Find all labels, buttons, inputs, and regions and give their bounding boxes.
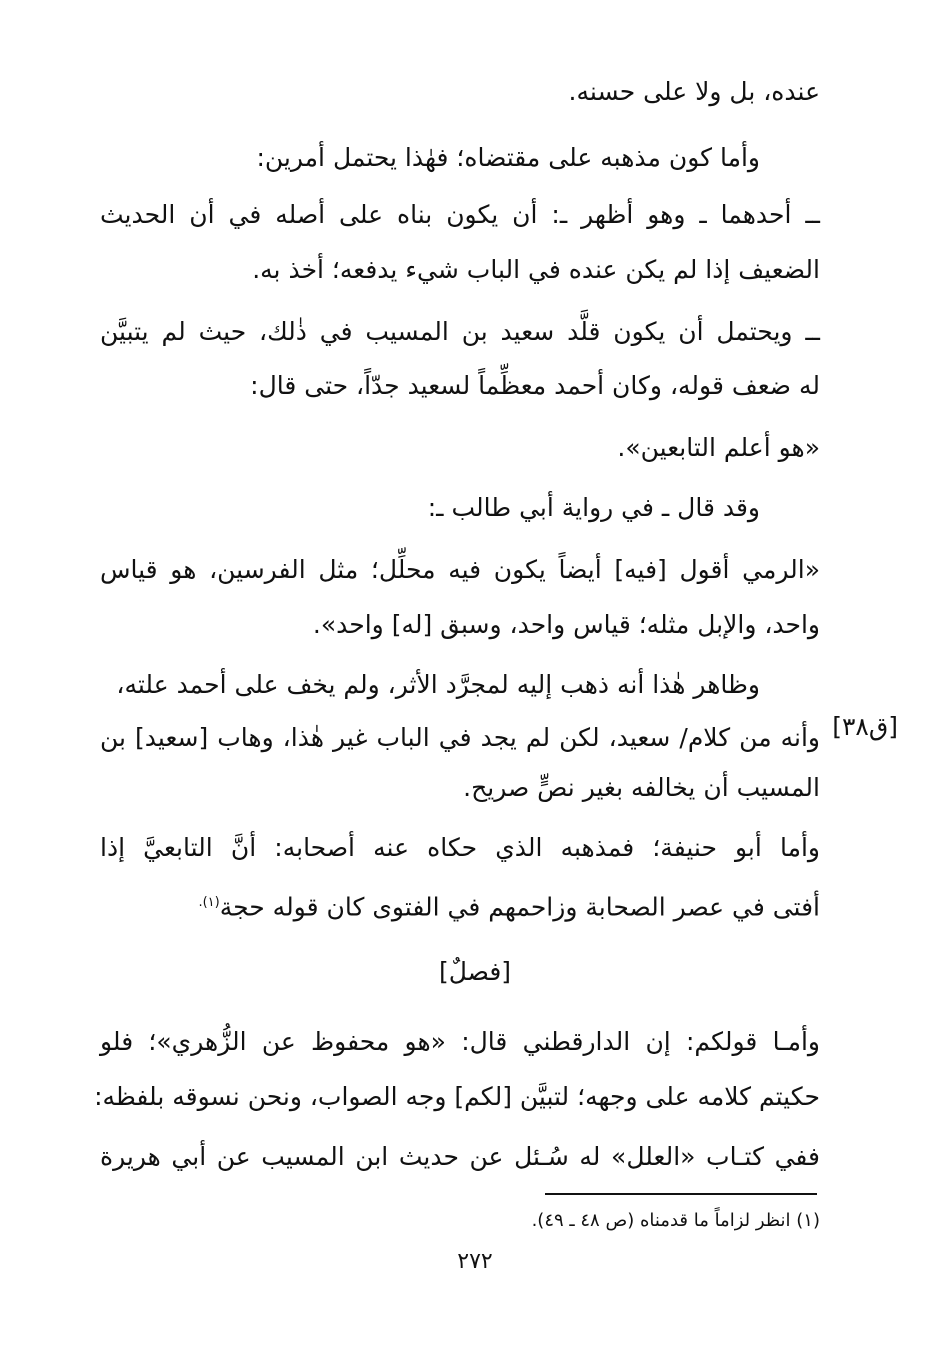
footnote: (١) انظر لزاماً ما قدمناه (ص ٤٨ ـ ٤٩).: [531, 1210, 820, 1231]
text-line: عنده، بل ولا على حسنه.: [568, 77, 820, 106]
section-heading: [فصلٌ]: [438, 957, 512, 986]
footnote-separator: [545, 1193, 817, 1195]
text-line: وأما أبو حنيفة؛ فمذهبه الذي حكاه عنه أصحابه: أنَّ التابعيَّ إذا: [100, 833, 820, 862]
manuscript-page-marker: [ق٣٨]: [832, 712, 898, 741]
text-line: حكيتم كلامه على وجهه؛ لتبيَّن [لكم] وجه الصواب، ونحن نسوقه بلفظه:: [94, 1082, 820, 1111]
text-line: له ضعف قوله، وكان أحمد معظِّماً لسعيد جدّاً، حتى قال:: [250, 371, 820, 400]
quote-line: واحد، والإبل مثله؛ قياس واحد، وسبق [له] واحد».: [312, 610, 820, 639]
quote-line: «الرمي أقول [فيه] أيضاً يكون فيه محلِّل؛ مثل الفرسين، هو قياس: [100, 555, 820, 584]
page-number: ٢٧٢: [457, 1249, 493, 1274]
text-line: ــ أحدهما ـ وهو أظهر ـ: أن يكون بناه على أصله في أن الحديث: [100, 200, 820, 229]
text-line: وأنه من كلام/ سعيد، لكن لم يجد في الباب غير هٰذا، وهاب [سعيد] بن: [100, 723, 820, 752]
text-line: وأما كون مذهبه على مقتضاه؛ فهٰذا يحتمل أمرين:: [256, 143, 760, 172]
quote-line: «هو أعلم التابعين».: [617, 433, 820, 462]
text-line: ففي كتـاب «العلل» له سُـئل عن حديث ابن المسيب عن أبي هريرة: [100, 1142, 820, 1171]
text-line: المسيب أن يخالفه بغير نصٍّ صريح.: [463, 773, 820, 802]
text-line-content: أفتى في عصر الصحابة وزاحمهم في الفتوى كان قوله حجة: [219, 892, 820, 922]
text-line: ــ ويحتمل أن يكون قلَّد سعيد بن المسيب في ذٰلك، حيث لم يتبيَّن: [100, 317, 820, 346]
text-line: [198, 883, 820, 923]
text-line: وأمـا قولكم: إن الدارقطني قال: «هو محفوظ عن الزُّهري»؛ فلو: [100, 1027, 820, 1056]
text-line: الضعيف إذا لم يكن عنده في الباب شيء يدفعه؛ أخذ به.: [252, 255, 820, 284]
footnote-reference: (١).: [198, 895, 220, 910]
text-line: وقد قال ـ في رواية أبي طالب ـ:: [427, 493, 760, 522]
text-line: وظاهر هٰذا أنه ذهب إليه لمجرَّد الأثر، ولم يخف على أحمد علته،: [116, 670, 760, 699]
